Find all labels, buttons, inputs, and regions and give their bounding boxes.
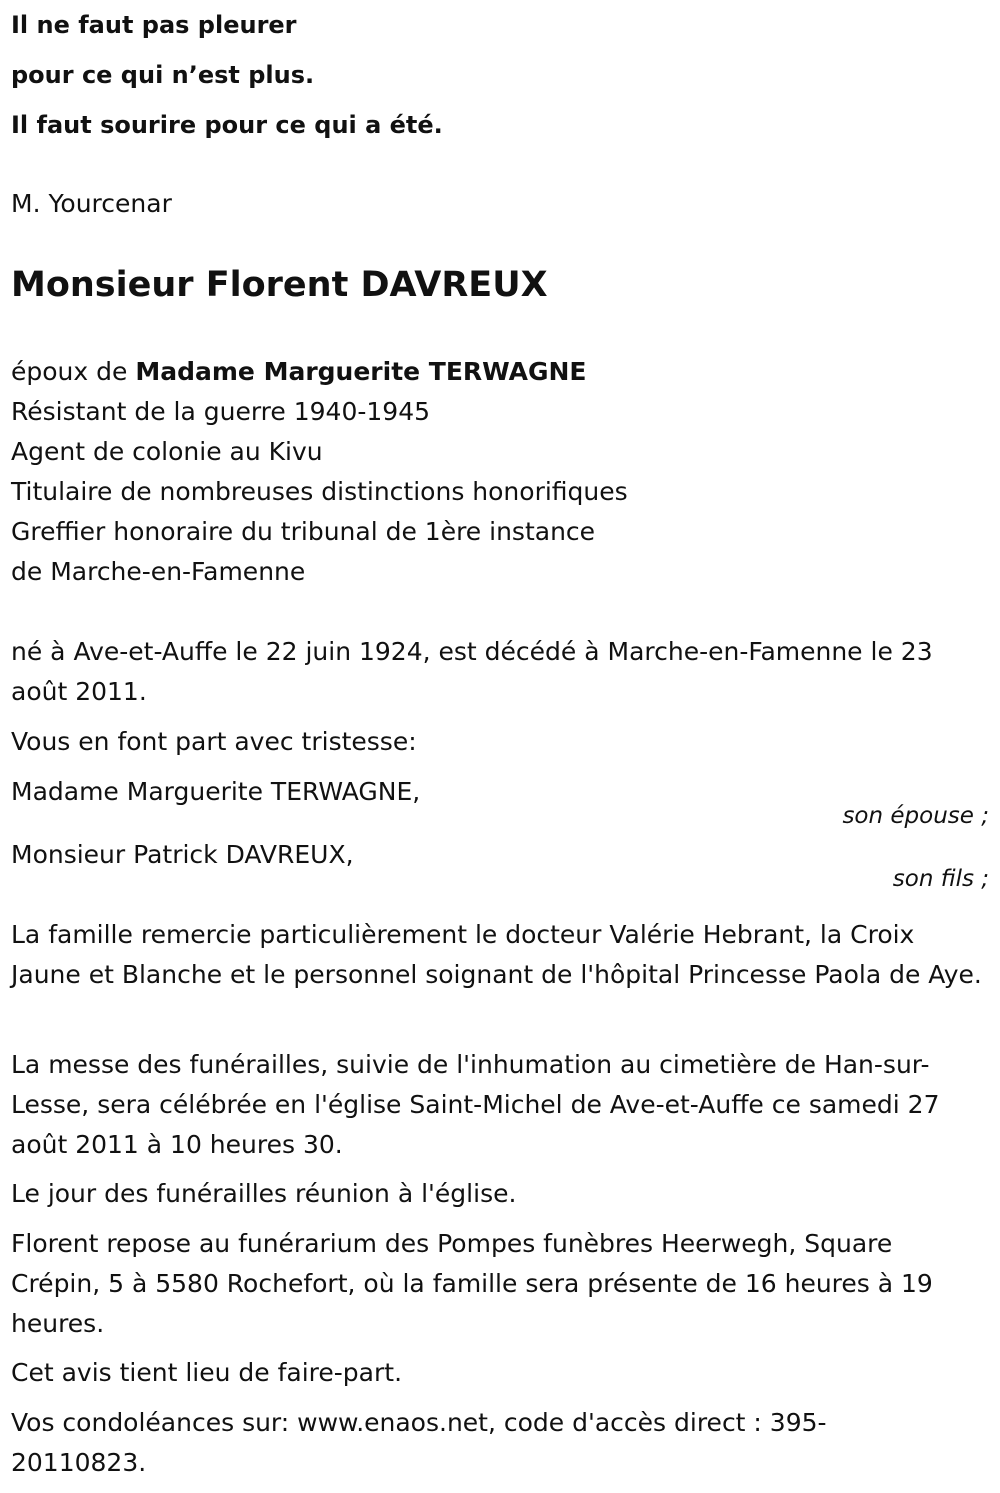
family-member-relation: son épouse ; [842,803,989,829]
poem-line-2: pour ce qui n’est plus. [11,61,315,89]
title-line: Agent de colonie au Kivu [11,437,323,466]
gathering-line: Le jour des funérailles réunion à l'église. [11,1179,517,1208]
title-line: Titulaire de nombreuses distinctions honorifiques [11,477,628,506]
announcement-line: Vous en font part avec tristesse: [11,727,417,756]
title-line: de Marche-en-Famenne [11,557,306,586]
spouse-name: Madame Marguerite TERWAGNE [135,357,587,386]
thanks-paragraph: La famille remercie particulièrement le docteur Valérie Hebrant, la Croix Jaune et Blanche et le personnel soignant de l'hôpital Princesse Paola de Aye. [11,920,982,989]
family-member-relation: son fils ; [892,866,989,892]
spouse-prefix: époux de [11,357,136,386]
poem-line-1: Il ne faut pas pleurer [11,11,297,39]
title-line: Greffier honoraire du tribunal de 1ère instance [11,517,596,546]
family-member-name: Monsieur Patrick DAVREUX, [11,840,354,869]
notice-line: Cet avis tient lieu de faire-part. [11,1358,403,1387]
spouse-line [11,352,587,392]
deceased-name: Monsieur Florent DAVREUX [11,265,548,305]
condolences-paragraph: Vos condoléances sur: www.enaos.net, code d'accès direct : 395-20110823. [11,1408,827,1477]
rest-paragraph: Florent repose au funérarium des Pompes funèbres Heerwegh, Square Crépin, 5 à 5580 Rochefort, où la famille sera présente de 16 heures à 19 heures. [11,1229,933,1338]
family-member-name: Madame Marguerite TERWAGNE, [11,777,421,806]
poem-line-3: Il faut sourire pour ce qui a été. [11,111,443,139]
poem-author: M. Yourcenar [11,189,172,218]
birth-death-paragraph: né à Ave-et-Auffe le 22 juin 1924, est décédé à Marche-en-Famenne le 23 août 2011. [11,637,933,706]
title-line: Résistant de la guerre 1940-1945 [11,397,431,426]
funeral-paragraph: La messe des funérailles, suivie de l'inhumation au cimetière de Han-sur-Lesse, sera célébrée en l'église Saint-Michel de Ave-et-Auffe ce samedi 27 août 2011 à 10 heures 30. [11,1050,940,1159]
